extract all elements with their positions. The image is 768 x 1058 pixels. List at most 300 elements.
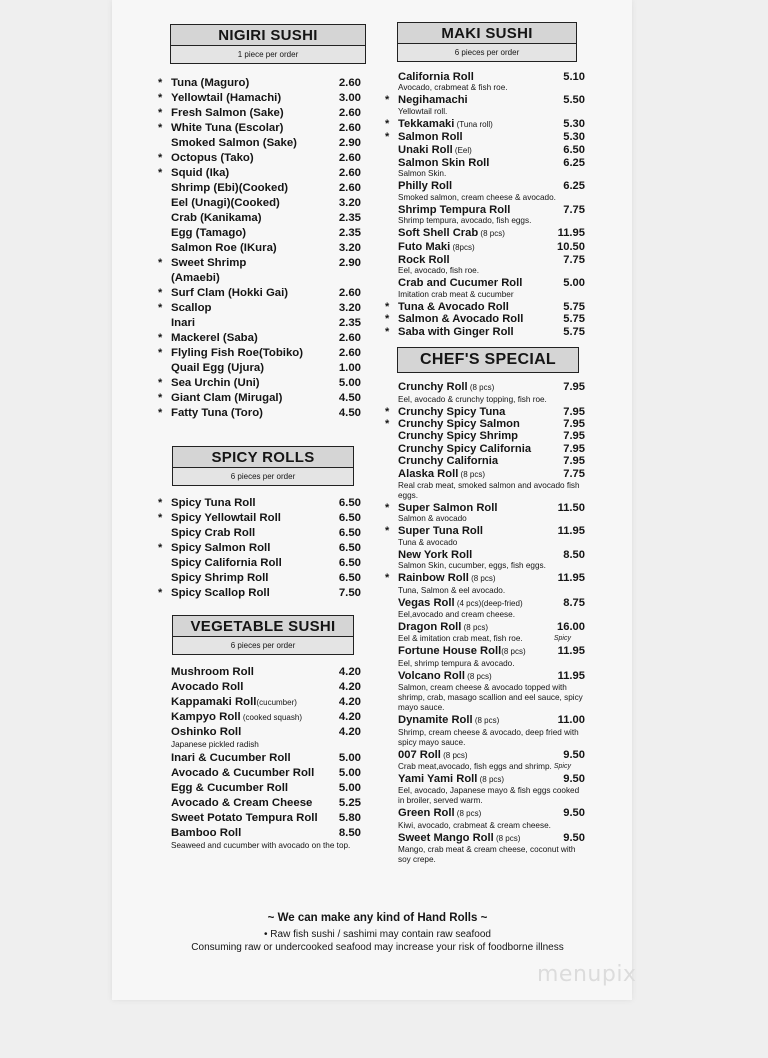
- health-warning: Consuming raw or undercooked seafood may increase your risk of foodborne illness: [191, 942, 564, 953]
- item-name: [398, 406, 505, 418]
- menu-item: [156, 695, 361, 710]
- nigiri-title: NIGIRI SUSHI: [171, 25, 365, 46]
- menu-item: [385, 144, 585, 157]
- item-name-text: Crunchy Roll: [398, 381, 468, 394]
- menu-item: [156, 796, 361, 811]
- item-description-text: Eel, avocado & crunchy topping, fish roe.: [398, 394, 547, 404]
- item-description-text: Kiwi, avocado, crabmeat & cream cheese.: [398, 820, 551, 830]
- item-portion: (cooked squash): [240, 713, 302, 722]
- raw-marker-icon: *: [158, 167, 163, 179]
- item-price: 2.35: [338, 317, 361, 329]
- item-name: [398, 277, 522, 289]
- item-name-text: Philly Roll: [398, 180, 453, 193]
- item-price: 4.20: [338, 711, 361, 723]
- item-name-text: Spicy Yellowtail Roll: [171, 512, 281, 524]
- item-name-text: Inari & Cucumber Roll: [171, 752, 291, 764]
- nigiri-section: [156, 24, 361, 421]
- item-price: 2.60: [338, 167, 361, 179]
- item-name-text: Saba with Ginger Roll: [398, 325, 514, 338]
- raw-marker-icon: *: [158, 287, 163, 299]
- raw-marker-icon: *: [385, 417, 390, 430]
- item-description: [398, 561, 585, 571]
- nigiri-header: [170, 24, 366, 64]
- item-name-text: Rainbow Roll: [398, 572, 469, 585]
- item-description-text: Shrimp tempura, avocado, fish eggs.: [398, 216, 532, 226]
- item-name: [398, 468, 485, 481]
- item-price: 2.60: [338, 182, 361, 194]
- item-name: [171, 301, 212, 316]
- item-name-text: Shrimp (Ebi)(Cooked): [171, 182, 289, 194]
- menu-item: [156, 376, 361, 391]
- raw-marker-icon: *: [158, 152, 163, 164]
- item-portion: (8 pcs): [461, 622, 489, 632]
- item-name: [398, 204, 510, 216]
- item-description-text: Eel, avocado, Japanese mayo & fish eggs cooked in broiler, served warm.: [398, 786, 580, 806]
- item-name-text: Futo Maki: [398, 240, 451, 253]
- menu-item: [385, 645, 585, 668]
- item-name-text: Kampyo Roll: [171, 711, 241, 723]
- item-name: [171, 376, 260, 391]
- item-price: 9.50: [563, 748, 585, 761]
- item-price: 4.20: [338, 666, 361, 678]
- item-name: [171, 241, 277, 256]
- item-price: 2.60: [338, 77, 361, 89]
- item-price: 5.10: [563, 71, 585, 83]
- item-name-text: (Amaebi): [171, 272, 220, 284]
- item-name: [171, 316, 195, 331]
- maki-title: MAKI SUSHI: [398, 23, 576, 44]
- menu-item: [156, 496, 361, 511]
- item-name-text: Squid (Ika): [171, 167, 230, 179]
- item-name-text: Crunchy Spicy Tuna: [398, 405, 506, 418]
- item-description-text: Shrimp, cream cheese & avocado, deep fried with spicy mayo sauce.: [398, 727, 579, 747]
- menu-item: [385, 597, 585, 620]
- raw-marker-icon: *: [385, 405, 390, 418]
- item-name: [171, 256, 246, 271]
- item-portion: (8 pcs): [477, 775, 505, 784]
- menu-item: [156, 346, 361, 361]
- item-description-text: Japanese pickled radish: [171, 740, 259, 749]
- veg-header: [172, 615, 354, 655]
- raw-marker-icon: *: [158, 587, 163, 599]
- item-price: 3.20: [338, 302, 361, 314]
- item-name-text: Salmon Skin Roll: [398, 157, 490, 170]
- item-name: [398, 572, 496, 585]
- menu-item: [385, 418, 585, 430]
- item-price: 5.00: [338, 767, 361, 779]
- menu-item: [156, 406, 361, 421]
- menu-item: [156, 166, 361, 181]
- menu-item: [385, 301, 585, 313]
- item-description: [398, 683, 585, 713]
- item-name: [398, 525, 483, 537]
- raw-marker-icon: *: [158, 497, 163, 509]
- left-column: [156, 24, 361, 852]
- item-price: 2.35: [338, 227, 361, 239]
- item-name-text: Green Roll: [398, 807, 455, 820]
- item-name-text: Tekkamaki: [398, 117, 455, 130]
- item-name-text: Crab and Cucumer Roll: [398, 277, 523, 290]
- item-price: 2.60: [338, 107, 361, 119]
- raw-marker-icon: *: [385, 325, 390, 338]
- item-name: [171, 226, 246, 241]
- item-name: [171, 811, 318, 826]
- item-name: [171, 136, 297, 151]
- menu-item: [385, 180, 585, 202]
- item-description: [398, 821, 585, 831]
- item-price: 7.75: [563, 203, 585, 216]
- item-description: [398, 290, 585, 300]
- item-description: [398, 266, 585, 276]
- item-name-text: Spicy Salmon Roll: [171, 542, 271, 554]
- item-price: 3.00: [338, 92, 361, 104]
- item-name-text: Spicy Shrimp Roll: [171, 572, 269, 584]
- item-name-text: Eel (Unagi)(Cooked): [171, 197, 280, 209]
- menu-item: [156, 541, 361, 556]
- menu-item: [156, 106, 361, 121]
- raw-marker-icon: *: [158, 257, 163, 269]
- menu-item: [156, 121, 361, 136]
- item-name-text: Avocado Roll: [171, 681, 244, 693]
- item-name-text: California Roll: [398, 71, 474, 83]
- item-description: [398, 193, 585, 203]
- menu-item: [385, 430, 585, 442]
- menu-item: [385, 313, 585, 325]
- item-name: [398, 313, 523, 325]
- item-description: [398, 845, 585, 865]
- maki-header: [397, 22, 577, 62]
- item-price: 6.50: [338, 527, 361, 539]
- menu-item: [385, 714, 585, 747]
- item-name-text: Kappamaki Roll: [171, 696, 257, 708]
- item-description: [398, 169, 585, 179]
- menu-item: [385, 773, 585, 806]
- item-name: [398, 645, 526, 658]
- item-description: [398, 728, 585, 748]
- spicy-header: [172, 446, 354, 486]
- item-name: [398, 326, 514, 338]
- item-name: [171, 766, 314, 781]
- menu-item: [385, 572, 585, 595]
- item-name-text: Yellowtail (Hamachi): [171, 92, 282, 104]
- item-portion: (Tuna roll): [454, 119, 493, 129]
- item-name-text: Smoked Salmon (Sake): [171, 137, 297, 149]
- raw-marker-icon: *: [385, 131, 390, 144]
- item-name-text: Salmon Roe (IKura): [171, 242, 277, 254]
- item-name-text: Spicy Crab Roll: [171, 527, 256, 539]
- item-price: 6.50: [338, 572, 361, 584]
- menu-item: [385, 277, 585, 299]
- item-name: [171, 346, 303, 361]
- item-name: [171, 391, 282, 406]
- item-portion: (8 pcs): [501, 647, 526, 657]
- chef-title: CHEF'S SPECIAL: [398, 348, 578, 372]
- menu-item: [385, 525, 585, 547]
- item-name-text: Crunchy Spicy California: [398, 442, 532, 455]
- item-name-text: Spicy California Roll: [171, 557, 282, 569]
- item-name-text: Avocado & Cream Cheese: [171, 797, 313, 809]
- menu-item: [156, 526, 361, 541]
- item-price: 11.95: [557, 669, 585, 682]
- item-name-text: Surf Clam (Hokki Gai): [171, 287, 289, 299]
- item-name-text: Sea Urchin (Uni): [171, 377, 260, 389]
- item-description-text: Yellowtail roll.: [398, 106, 448, 116]
- item-price: 5.00: [338, 377, 361, 389]
- item-description-text: Salmon Skin, cucumber, eggs, fish eggs.: [398, 561, 546, 571]
- item-description: [398, 83, 585, 93]
- veg-section: [156, 615, 361, 851]
- item-name-text: Volcano Roll: [398, 669, 465, 682]
- item-name-text: Soft Shell Crab: [398, 227, 479, 240]
- menu-item: [385, 204, 585, 226]
- item-name-text: Fortune House Roll: [398, 645, 502, 658]
- item-name-text: Fresh Salmon (Sake): [171, 107, 284, 119]
- raw-marker-icon: *: [385, 572, 390, 585]
- raw-marker-icon: *: [158, 107, 163, 119]
- raw-marker-icon: *: [158, 302, 163, 314]
- item-name-text: Spicy Scallop Roll: [171, 587, 270, 599]
- menu-item: [156, 241, 361, 256]
- menu-item: [156, 556, 361, 571]
- item-name-text: Rock Roll: [398, 254, 450, 267]
- item-name: [171, 151, 254, 166]
- item-price: 6.25: [563, 157, 585, 170]
- item-name-text: Oshinko Roll: [171, 726, 242, 738]
- menu-item: [385, 443, 585, 455]
- item-name: [398, 94, 468, 106]
- menu-item: [385, 94, 585, 116]
- item-price: 4.20: [338, 696, 361, 708]
- menu-item: [156, 811, 361, 826]
- menu-item: [385, 71, 585, 93]
- menu-item: [156, 76, 361, 91]
- item-name-text: Bamboo Roll: [171, 827, 242, 839]
- menu-item: [385, 670, 585, 713]
- item-name: [171, 526, 255, 541]
- item-name: [398, 241, 475, 254]
- menupix-watermark: menupix: [537, 962, 637, 987]
- item-name: [171, 680, 243, 695]
- item-name-text: Octopus (Tako): [171, 152, 254, 164]
- menu-item: [156, 226, 361, 241]
- item-name: [171, 91, 281, 106]
- item-price: 9.50: [563, 831, 585, 844]
- item-description-text: Tuna, Salmon & eel avocado.: [398, 585, 506, 595]
- raw-marker-icon: *: [158, 407, 163, 419]
- item-name-text: Fatty Tuna (Toro): [171, 407, 263, 419]
- item-name: [398, 749, 468, 762]
- raw-marker-icon: *: [158, 92, 163, 104]
- item-name-text: Unaki Roll: [398, 143, 453, 156]
- item-price: 7.95: [563, 405, 585, 418]
- spicy-tag: Spicy: [553, 763, 571, 770]
- item-name: [398, 118, 493, 131]
- item-name: [171, 710, 302, 725]
- item-price: 7.95: [563, 381, 585, 394]
- item-name: [398, 832, 520, 845]
- raw-marker-icon: *: [385, 300, 390, 313]
- item-price: 9.50: [563, 773, 585, 785]
- item-description-text: Salmon Skin.: [398, 169, 447, 179]
- menu-item: [156, 316, 361, 331]
- item-name: [171, 181, 288, 196]
- item-name-text: Mushroom Roll: [171, 666, 254, 678]
- item-description-text: Eel, shrimp tempura & avocado.: [398, 658, 515, 668]
- item-name: [171, 211, 262, 226]
- item-name: [398, 180, 452, 192]
- menu-item: [156, 211, 361, 226]
- item-description-text: Avocado, crabmeat & fish roe.: [398, 83, 508, 93]
- item-name-text: Egg (Tamago): [171, 227, 247, 239]
- item-name: [398, 227, 505, 240]
- menu-item: [156, 680, 361, 695]
- item-name: [171, 665, 254, 680]
- item-description-text: Real crab meat, smoked salmon and avocado fish eggs.: [398, 480, 580, 500]
- item-description-text: Eel, avocado, fish roe.: [398, 266, 480, 276]
- menu-item: [156, 301, 361, 316]
- item-price: 2.60: [338, 287, 361, 299]
- menu-item: [385, 621, 585, 644]
- item-price: 2.35: [338, 212, 361, 224]
- item-name-text: White Tuna (Escolar): [171, 122, 284, 134]
- item-name: [398, 418, 520, 430]
- raw-marker-icon: *: [158, 377, 163, 389]
- item-price: 2.60: [338, 332, 361, 344]
- item-portion: (8 pcs): [464, 671, 492, 681]
- item-price: 2.60: [338, 152, 361, 164]
- menu-item: [385, 241, 585, 254]
- item-description-text: Eel,avocado and cream cheese.: [398, 609, 515, 619]
- item-portion: (Eel): [452, 145, 472, 155]
- item-description-text: Imitation crab meat & cucumber: [398, 289, 514, 299]
- raw-marker-icon: *: [385, 94, 390, 107]
- item-name: [171, 571, 268, 586]
- menu-item: [156, 136, 361, 151]
- item-price: 11.95: [557, 227, 585, 240]
- menu-item: [156, 781, 361, 796]
- item-name: [398, 455, 498, 467]
- item-name: [398, 502, 497, 514]
- item-price: 5.30: [563, 131, 585, 144]
- item-name-text: Tuna (Maguro): [171, 77, 250, 89]
- item-price: 11.95: [557, 645, 585, 658]
- item-price: 2.60: [338, 347, 361, 359]
- item-name: [398, 621, 488, 634]
- veg-list: [156, 665, 361, 851]
- item-description-text: Tuna & avocado: [398, 537, 458, 547]
- item-portion: (8 pcs): [454, 809, 482, 819]
- item-price: 11.95: [557, 525, 585, 538]
- item-name-text: Egg & Cucumber Roll: [171, 782, 289, 794]
- item-price: 3.20: [338, 242, 361, 254]
- menu-item: [385, 455, 585, 467]
- menu-item: [156, 751, 361, 766]
- item-name: [171, 781, 288, 796]
- menu-item: [156, 710, 361, 725]
- menu-item: [156, 766, 361, 781]
- item-price: 2.90: [338, 257, 361, 269]
- item-description: [398, 107, 585, 117]
- menu-item: [156, 725, 361, 750]
- item-name: [171, 541, 270, 556]
- item-description-text: Seaweed and cucumber with avocado on the top.: [171, 841, 351, 850]
- item-price: 8.50: [563, 548, 585, 561]
- item-portion: (8 pcs): [468, 574, 496, 584]
- raw-marker-icon: *: [158, 347, 163, 359]
- menu-item: [156, 826, 361, 851]
- menu-item: [385, 549, 585, 571]
- item-description: [398, 216, 585, 226]
- raw-marker-icon: *: [158, 332, 163, 344]
- item-name: [398, 301, 509, 313]
- item-name: [171, 511, 281, 526]
- item-price: 6.50: [338, 557, 361, 569]
- item-description-text: Salmon & avocado: [398, 514, 467, 524]
- item-portion: (8 pcs): [440, 750, 468, 760]
- menu-item: [385, 502, 585, 524]
- item-name-text: Vegas Roll: [398, 596, 455, 609]
- item-name: [171, 556, 282, 571]
- item-price: 2.60: [338, 122, 361, 134]
- item-name-text: Tuna & Avocado Roll: [398, 300, 509, 313]
- item-portion: (8 pcs): [478, 229, 505, 239]
- item-price: 3.20: [338, 197, 361, 209]
- chef-section: [385, 347, 585, 865]
- item-price: 4.50: [338, 407, 361, 419]
- item-name: [398, 144, 472, 157]
- item-price: 7.95: [563, 455, 585, 468]
- menu-item: [156, 391, 361, 406]
- item-name: [171, 361, 264, 376]
- item-description-text: Smoked salmon, cream cheese & avocado.: [398, 192, 556, 202]
- item-name-text: New York Roll: [398, 548, 473, 561]
- item-name: [171, 695, 297, 710]
- raw-marker-icon: *: [158, 512, 163, 524]
- item-name-text: Dynamite Roll: [398, 714, 473, 727]
- menu-item: [385, 468, 585, 501]
- item-name-text: Yami Yami Roll: [398, 773, 478, 785]
- item-price: 4.50: [338, 392, 361, 404]
- item-name-text: Salmon Roll: [398, 131, 463, 144]
- raw-marker-icon: *: [158, 77, 163, 89]
- item-portion: (8pcs): [450, 242, 475, 252]
- item-name-text: Crunchy Spicy Shrimp: [398, 430, 518, 443]
- item-price: 7.75: [563, 467, 585, 480]
- item-name: [171, 796, 312, 811]
- item-name-text: Dragon Roll: [398, 620, 462, 633]
- item-description: [398, 395, 585, 405]
- menu-item: [385, 832, 585, 865]
- item-name: [171, 725, 241, 740]
- item-price: 7.95: [563, 417, 585, 430]
- item-name-text: Flyling Fish Roe(Tobiko): [171, 347, 304, 359]
- item-name: [398, 714, 499, 727]
- item-name: [171, 826, 241, 841]
- item-price: 7.75: [563, 254, 585, 267]
- item-name: [171, 331, 258, 346]
- item-name: [171, 106, 284, 121]
- item-name: [398, 381, 494, 394]
- item-name-text: Quail Egg (Ujura): [171, 362, 265, 374]
- item-name: [171, 196, 280, 211]
- item-name-text: Crunchy Spicy Salmon: [398, 417, 520, 430]
- item-portion: (8 pcs): [493, 833, 521, 843]
- item-description: [398, 659, 585, 669]
- spicy-title: SPICY ROLLS: [173, 447, 353, 468]
- item-price: 8.50: [338, 827, 361, 839]
- item-price: 5.50: [563, 94, 585, 107]
- item-price: 5.25: [338, 797, 361, 809]
